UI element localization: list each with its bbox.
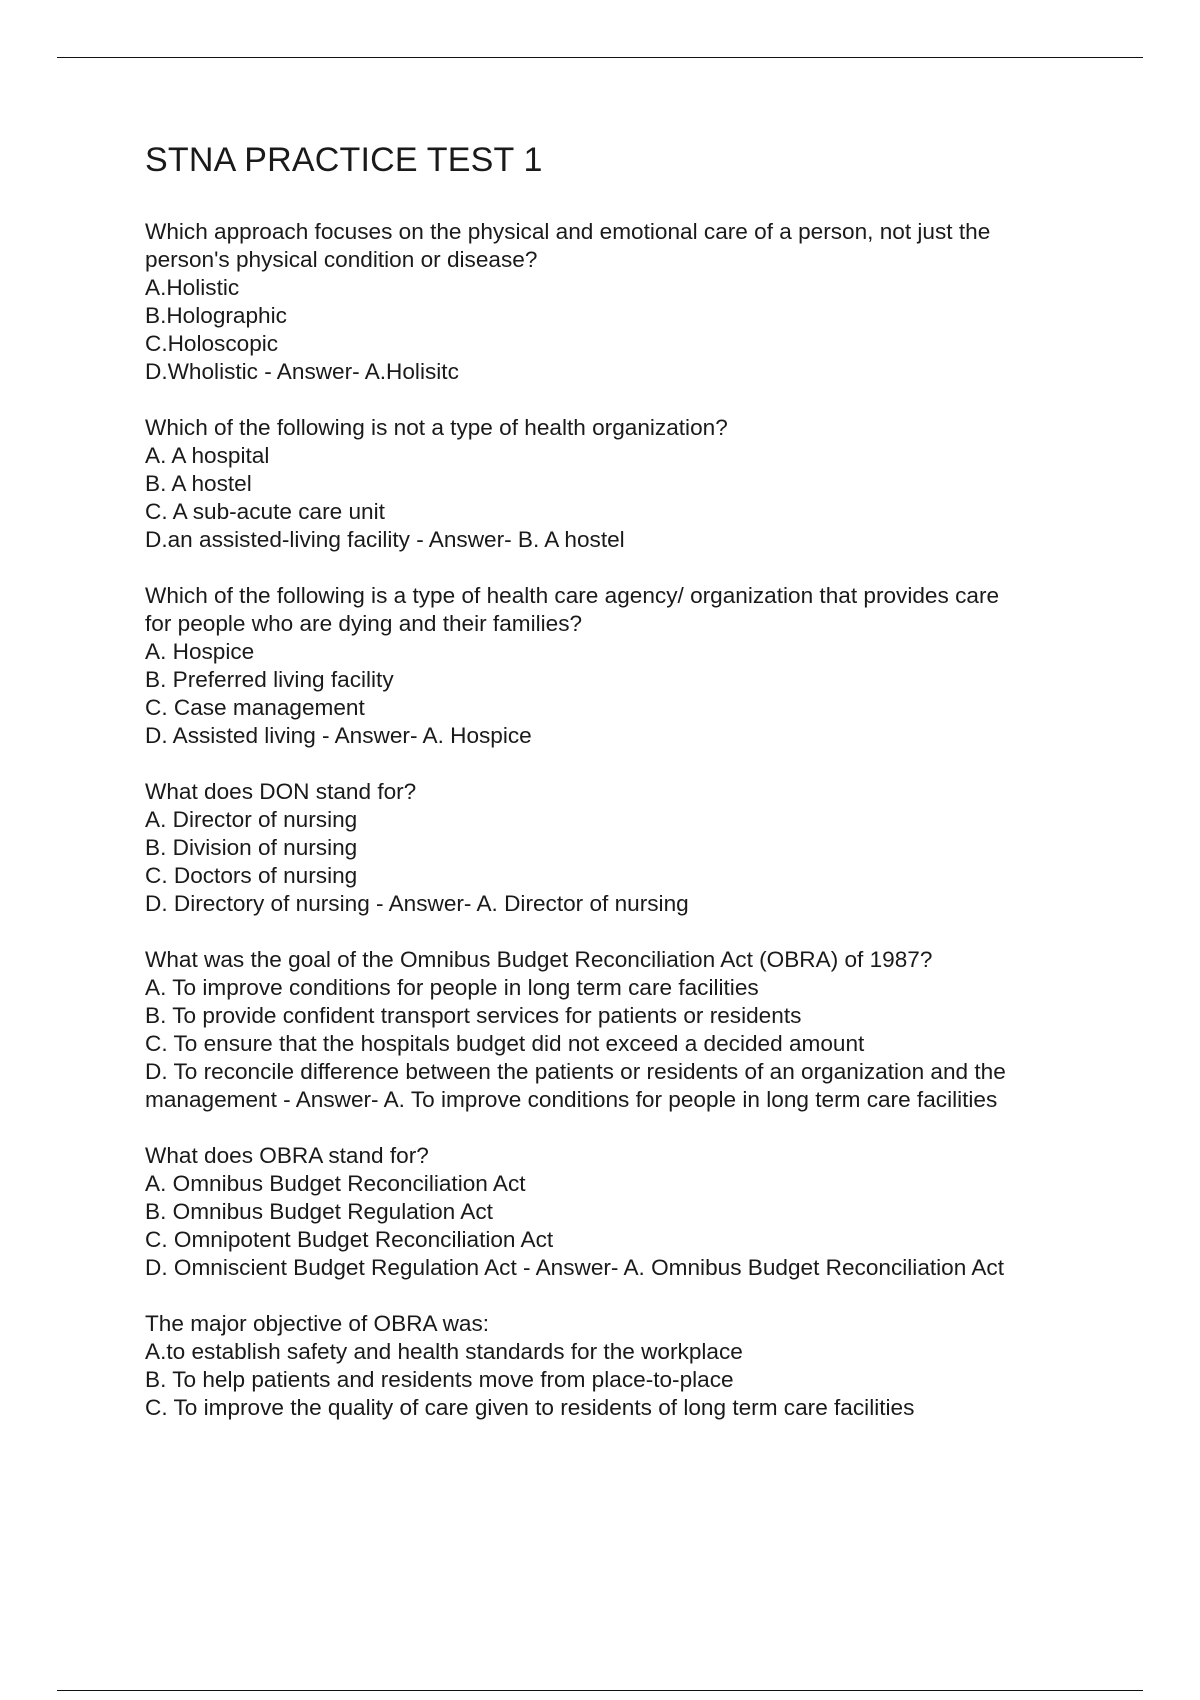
question-line: A. Omnibus Budget Reconciliation Act [145, 1171, 526, 1196]
question-line: B. A hostel [145, 471, 252, 496]
question-block [145, 582, 1085, 750]
question-text: What does DON stand for? [145, 779, 417, 804]
question-line: B. Omnibus Budget Regulation Act [145, 1199, 493, 1224]
question-line: D.Wholistic - Answer- A.Holisitc [145, 359, 459, 384]
question-line: C. To ensure that the hospitals budget did not exceed a decided amount [145, 1031, 865, 1056]
question-block [145, 778, 1085, 918]
question-line: A.to establish safety and health standards for the workplace [145, 1339, 743, 1364]
question-block [145, 946, 1085, 1114]
question-line: management - Answer- A. To improve conditions for people in long term care facilities [145, 1087, 998, 1112]
question-line: B. Preferred living facility [145, 667, 394, 692]
question-text: Which approach focuses on the physical and emotional care of a person, not just the [145, 219, 991, 244]
question-text: Which of the following is not a type of health organization? [145, 415, 728, 440]
question-line: D. Assisted living - Answer- A. Hospice [145, 723, 532, 748]
question-line: for people who are dying and their families? [145, 611, 583, 636]
question-line: A. A hospital [145, 443, 270, 468]
top-rule [57, 57, 1143, 58]
question-list [145, 218, 1085, 1422]
question-line: C. Omnipotent Budget Reconciliation Act [145, 1227, 554, 1252]
question-block [145, 414, 1085, 554]
question-line: C. To improve the quality of care given to residents of long term care facilities [145, 1395, 915, 1420]
question-line: D. To reconcile difference between the patients or residents of an organization and the [145, 1059, 1006, 1084]
question-line: C.Holoscopic [145, 331, 279, 356]
question-line: D. Directory of nursing - Answer- A. Director of nursing [145, 891, 689, 916]
question-line: C. Doctors of nursing [145, 863, 358, 888]
question-line: person's physical condition or disease? [145, 247, 538, 272]
question-text: What was the goal of the Omnibus Budget Reconciliation Act (OBRA) of 1987? [145, 947, 933, 972]
question-block [145, 1310, 1085, 1422]
question-line: A. Director of nursing [145, 807, 358, 832]
question-text: The major objective of OBRA was: [145, 1311, 490, 1336]
question-line: C. Case management [145, 695, 365, 720]
question-line: D. Omniscient Budget Regulation Act - Answer- A. Omnibus Budget Reconciliation Act [145, 1255, 1004, 1280]
question-text: Which of the following is a type of health care agency/ organization that provides care [145, 583, 1000, 608]
question-text: What does OBRA stand for? [145, 1143, 429, 1168]
question-line: B. To provide confident transport services for patients or residents [145, 1003, 802, 1028]
question-line: C. A sub-acute care unit [145, 499, 385, 524]
page-title: STNA PRACTICE TEST 1 [145, 141, 543, 179]
question-line: D.an assisted-living facility - Answer- B. A hostel [145, 527, 625, 552]
question-line: B. Division of nursing [145, 835, 358, 860]
bottom-rule [57, 1690, 1143, 1691]
question-line: A. Hospice [145, 639, 255, 664]
question-line: B.Holographic [145, 303, 287, 328]
question-block [145, 1142, 1085, 1282]
question-line: A.Holistic [145, 275, 240, 300]
question-block [145, 218, 1085, 386]
question-line: A. To improve conditions for people in long term care facilities [145, 975, 759, 1000]
document-body [145, 140, 1085, 1450]
question-line: B. To help patients and residents move from place-to-place [145, 1367, 734, 1392]
